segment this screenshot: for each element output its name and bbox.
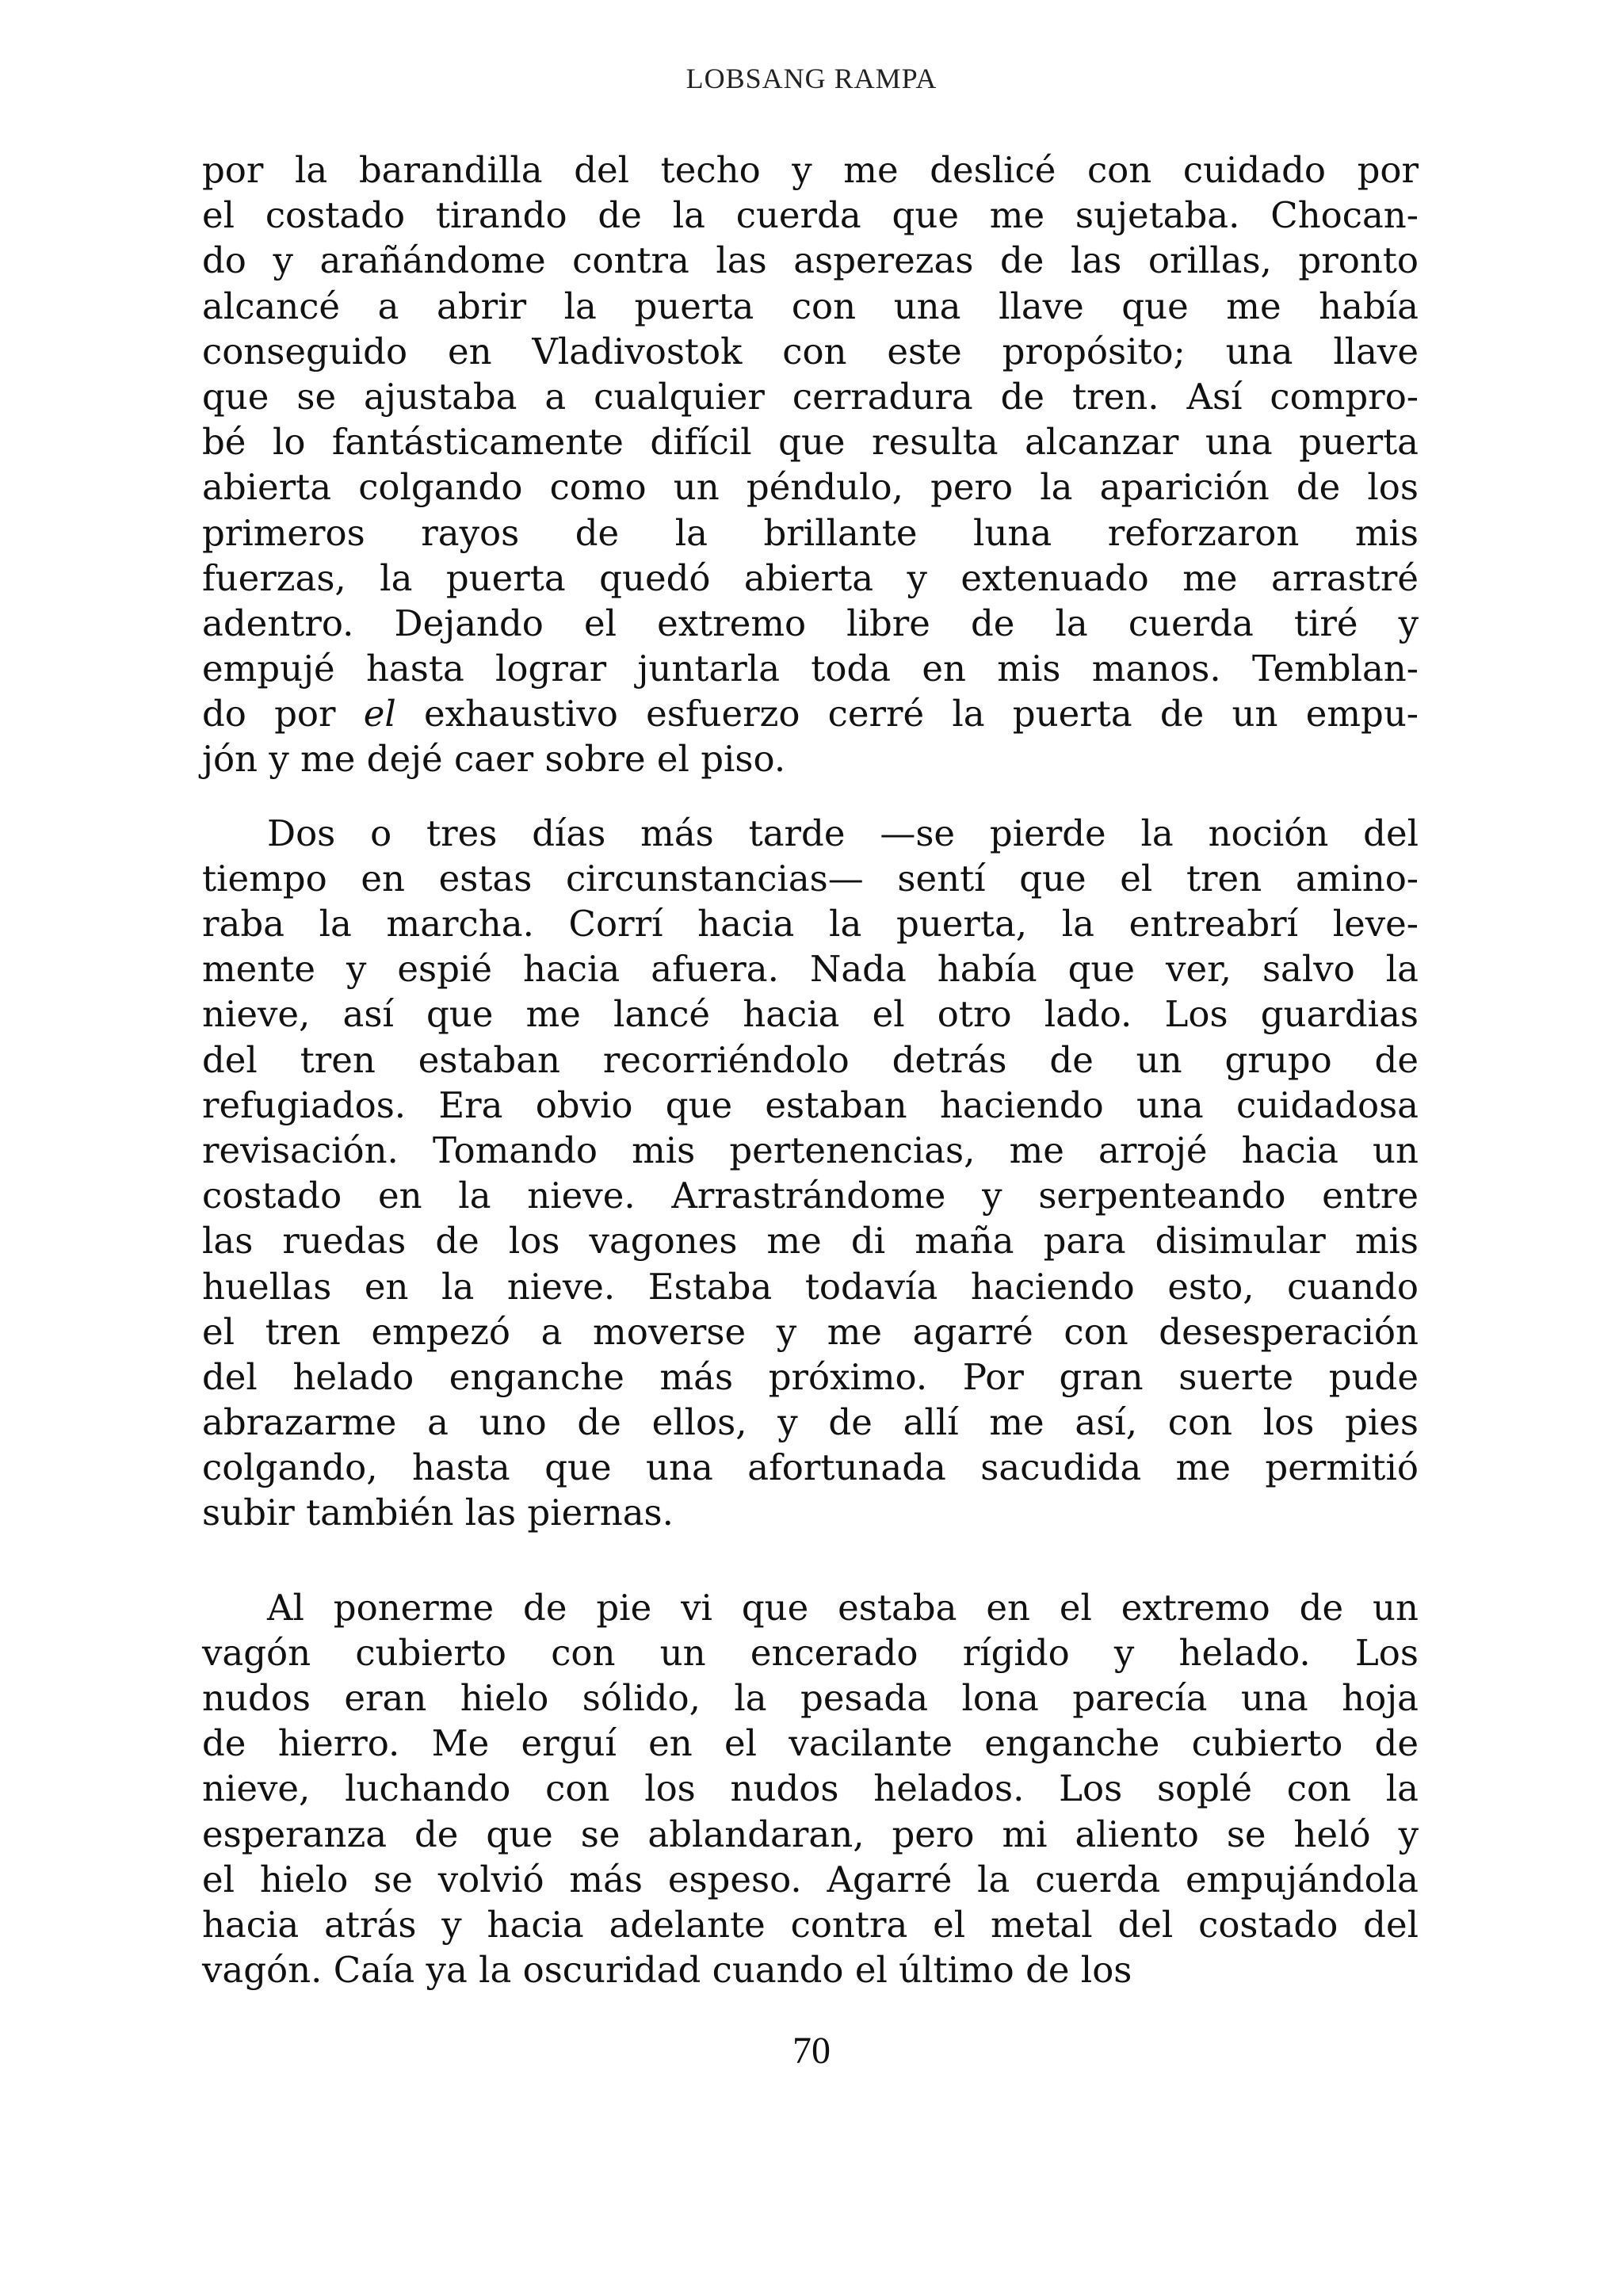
running-head: LOBSANG RAMPA (685, 63, 938, 94)
text-line: refugiados. Era obvio que estaban haciendo una cuidadosa (202, 1083, 1419, 1126)
text-line: primeros rayos de la brillante luna reforzaron mis (202, 511, 1419, 554)
text-line: esperanza de que se ablandaran, pero mi aliento se heló y (202, 1813, 1419, 1855)
paragraph-1 (202, 147, 1419, 782)
text-line: colgando, hasta que una afortunada sacudida me permitió (202, 1446, 1419, 1489)
text-line: alcancé a abrir la puerta con una llave que me había (202, 285, 1419, 327)
text-line: del helado enganche más próximo. Por gran suerte pude (202, 1355, 1419, 1398)
text-line: empujé hasta lograr juntarla toda en mis manos. Temblan- (202, 648, 1419, 690)
text-line: que se ajustaba a cualquier cerradura de tren. Así compro- (202, 375, 1419, 418)
text-line: Al ponerme de pie vi que estaba en el extremo de un (267, 1586, 1419, 1629)
text-line: Dos o tres días más tarde —se pierde la noción del (267, 812, 1419, 854)
text-line: tiempo en estas circunstancias— sentí que el tren amino- (202, 857, 1419, 900)
text-line: revisación. Tomando mis pertenencias, me arrojé hacia un (202, 1129, 1419, 1171)
text-line: abrazarme a uno de ellos, y de allí me así, con los pies (202, 1401, 1419, 1444)
paragraph-3 (202, 1585, 1419, 1993)
text-line: por la barandilla del techo y me deslicé con cuidado por (202, 149, 1419, 191)
paragraph-2 (202, 811, 1419, 1536)
text-line: del tren estaban recorriéndolo detrás de un grupo de (202, 1038, 1419, 1081)
text-line: huellas en la nieve. Estaba todavía haciendo esto, cuando (202, 1265, 1419, 1308)
text-line: hacia atrás y hacia adelante contra el metal del costado del (202, 1903, 1419, 1946)
text-line: conseguido en Vladivostok con este propósito; una llave (202, 330, 1419, 372)
text-line: jón y me dejé caer sobre el piso. (202, 738, 786, 781)
text-line: vagón. Caía ya la oscuridad cuando el último de los (202, 1949, 1132, 1992)
text-line: fuerzas, la puerta quedó abierta y extenuado me arrastré (202, 556, 1419, 599)
page-number: 70 (792, 2030, 831, 2072)
text-line: bé lo fantásticamente difícil que resulta alcanzar una puerta (202, 421, 1419, 464)
text-line: raba la marcha. Corrí hacia la puerta, la entreabrí leve- (202, 903, 1419, 945)
paragraph-gap (202, 782, 1419, 811)
text-line: mente y espié hacia afuera. Nada había que ver, salvo la (202, 948, 1419, 991)
text-line: el tren empezó a moverse y me agarré con desesperación (202, 1310, 1419, 1353)
body-text (202, 147, 1419, 1992)
text-line: adentro. Dejando el extremo libre de la cuerda tiré y (202, 602, 1419, 644)
text-line-italic: do por el exhaustivo esfuerzo cerré la puerta de un empu- (202, 693, 1419, 735)
text-line: do y arañándome contra las asperezas de las orillas, pronto (202, 239, 1419, 282)
text-line: el costado tirando de la cuerda que me sujetaba. Chocan- (202, 194, 1419, 237)
text-line: el hielo se volvió más espeso. Agarré la cuerda empujándola (202, 1858, 1419, 1901)
text-line: subir también las piernas. (202, 1492, 674, 1534)
text-line: de hierro. Me erguí en el vacilante enganche cubierto de (202, 1722, 1419, 1765)
text-line: costado en la nieve. Arrastrándome y serpenteando entre (202, 1175, 1419, 1217)
paragraph-gap (202, 1536, 1419, 1585)
text-line: nieve, así que me lancé hacia el otro lado. Los guardias (202, 993, 1419, 1036)
text-line: nieve, luchando con los nudos helados. Los soplé con la (202, 1767, 1419, 1810)
text-line: las ruedas de los vagones me di maña para disimular mis (202, 1220, 1419, 1263)
text-line: abierta colgando como un péndulo, pero la aparición de los (202, 466, 1419, 509)
text-line: vagón cubierto con un encerado rígido y helado. Los (202, 1631, 1419, 1674)
text-line: nudos eran hielo sólido, la pesada lona parecía una hoja (202, 1677, 1419, 1719)
